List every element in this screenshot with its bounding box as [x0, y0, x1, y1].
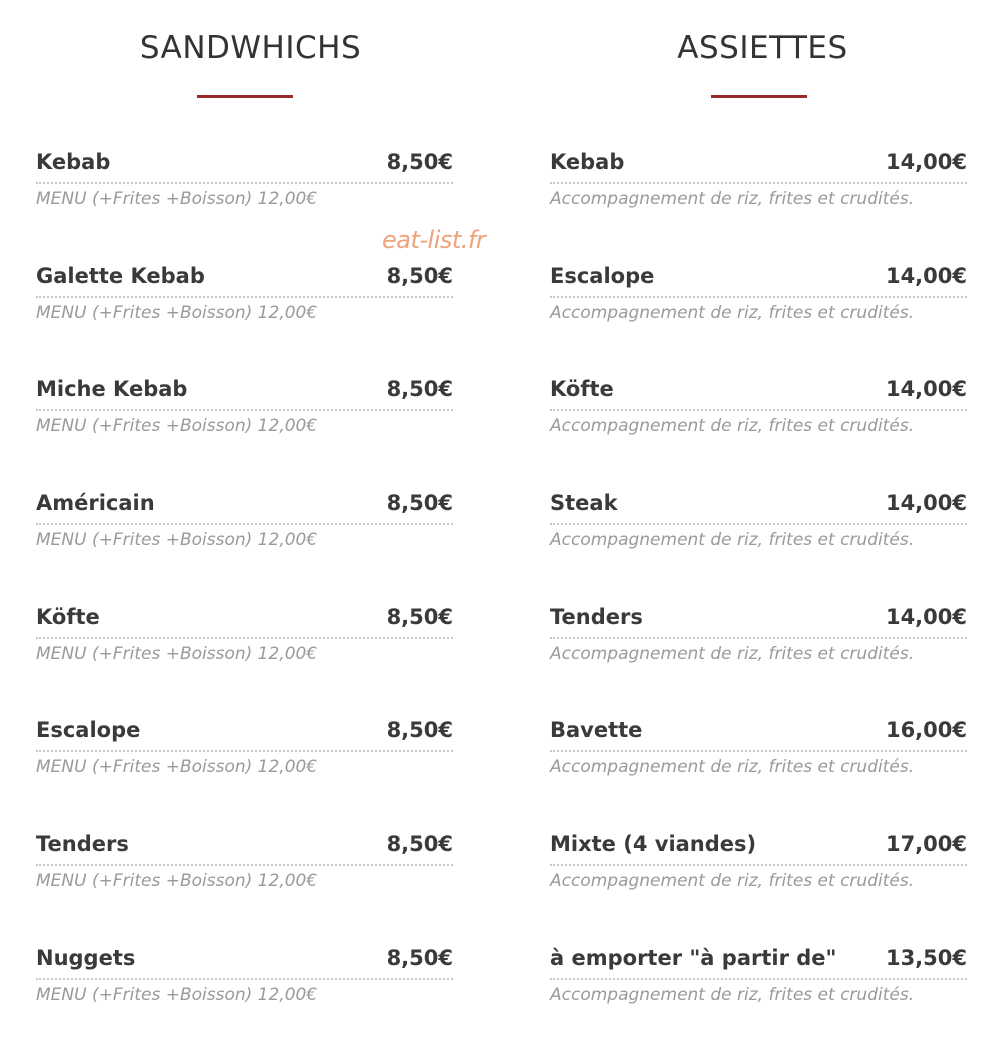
menu-item-price: 13,50€ — [885, 945, 967, 970]
menu-item-header — [550, 605, 967, 639]
menu-item-description: Accompagnement de riz, frites et crudités. — [550, 757, 915, 778]
assiettes-title: ASSIETTES — [677, 30, 848, 66]
menu-item-header — [550, 264, 967, 298]
sandwichs-title: SANDWHICHS — [139, 30, 362, 66]
menu-item-name: Mixte (4 viandes) — [550, 832, 757, 857]
menu-item-name: Tenders — [36, 832, 129, 857]
menu-item-header — [36, 150, 453, 184]
menu-item-name: à emporter "à partir de" — [550, 945, 837, 970]
menu-item — [550, 718, 967, 832]
menu-item-header — [550, 718, 967, 752]
menu-item-description: MENU (+Frites +Boisson) 12,00€ — [36, 416, 318, 437]
menu-item — [36, 264, 453, 378]
menu-item — [36, 377, 453, 491]
menu-item-header — [36, 718, 453, 752]
menu-item-description: Accompagnement de riz, frites et crudités. — [550, 189, 915, 209]
menu-item-description: Accompagnement de riz, frites et crudités. — [550, 984, 915, 1005]
menu-item-name: Bavette — [550, 718, 643, 743]
menu-item-price: 8,50€ — [386, 945, 453, 970]
menu-item-price: 8,50€ — [386, 491, 453, 516]
menu-item-description: Accompagnement de riz, frites et crudités. — [550, 530, 915, 551]
menu-item-description: MENU (+Frites +Boisson) 12,00€ — [36, 643, 318, 664]
menu-item-description: MENU (+Frites +Boisson) 12,00€ — [36, 871, 318, 892]
menu-item-price: 14,00€ — [885, 604, 967, 629]
menu-item-header — [36, 832, 453, 866]
menu-item-header — [36, 491, 453, 525]
menu-item-header — [550, 150, 967, 184]
menu-item-header — [550, 832, 967, 866]
menu-item-description: MENU (+Frites +Boisson) 12,00€ — [36, 530, 318, 551]
menu-item-description: MENU (+Frites +Boisson) 12,00€ — [36, 189, 318, 209]
assiettes-title-rule — [711, 95, 807, 98]
menu-item-description: MENU (+Frites +Boisson) 12,00€ — [36, 302, 318, 323]
menu-item-name: Kebab — [36, 150, 111, 174]
menu-item — [36, 605, 453, 719]
sandwichs-list — [36, 150, 453, 1060]
menu-item — [550, 150, 967, 264]
menu-item-description: Accompagnement de riz, frites et crudités. — [550, 416, 915, 437]
menu-item-name: Steak — [550, 491, 618, 516]
menu-item-price: 16,00€ — [885, 718, 967, 743]
menu-item-price: 8,50€ — [386, 377, 453, 402]
watermark-text: eat-list.fr — [382, 226, 486, 254]
menu-item-price: 14,00€ — [885, 150, 967, 174]
menu-item — [36, 832, 453, 946]
menu-item-name: Nuggets — [36, 945, 136, 970]
menu-item-header — [36, 377, 453, 411]
menu-item-name: Escalope — [36, 718, 141, 743]
menu-item-header — [36, 264, 453, 298]
menu-item — [550, 377, 967, 491]
menu-item-description: MENU (+Frites +Boisson) 12,00€ — [36, 757, 318, 778]
menu-item-description: Accompagnement de riz, frites et crudités. — [550, 302, 915, 323]
menu-item-name: Tenders — [550, 604, 643, 629]
menu-item-price: 8,50€ — [386, 832, 453, 857]
assiettes-list — [550, 150, 967, 1060]
menu-item — [550, 605, 967, 719]
menu-item — [36, 718, 453, 832]
sandwichs-title-rule — [197, 95, 293, 98]
menu-item — [550, 832, 967, 946]
menu-item-name: Américain — [36, 491, 155, 516]
menu-item — [550, 946, 967, 1060]
menu-item-price: 8,50€ — [386, 263, 453, 288]
menu-item-name: Escalope — [550, 263, 655, 288]
menu-item-header — [36, 946, 453, 980]
menu-item-price: 8,50€ — [386, 150, 453, 174]
menu-item-header — [550, 491, 967, 525]
menu-item-header — [550, 377, 967, 411]
menu-item-price: 17,00€ — [885, 832, 967, 857]
menu-item-description: Accompagnement de riz, frites et crudités. — [550, 643, 915, 664]
menu-item-name: Miche Kebab — [36, 377, 188, 402]
menu-item-price: 14,00€ — [885, 263, 967, 288]
menu-item-header — [36, 605, 453, 639]
menu-item-description: MENU (+Frites +Boisson) 12,00€ — [36, 984, 318, 1005]
menu-item — [36, 491, 453, 605]
menu-item-description: Accompagnement de riz, frites et crudités. — [550, 871, 915, 892]
menu-item-header — [550, 946, 967, 980]
menu-item-price: 14,00€ — [885, 491, 967, 516]
menu-item-name: Köfte — [550, 377, 614, 402]
menu-item-name: Kebab — [550, 150, 625, 174]
menu-item — [36, 946, 453, 1060]
menu-item-price: 8,50€ — [386, 604, 453, 629]
menu-item — [550, 491, 967, 605]
menu-item-price: 14,00€ — [885, 377, 967, 402]
menu-item-name: Galette Kebab — [36, 263, 205, 288]
menu-item-name: Köfte — [36, 604, 100, 629]
menu-item — [550, 264, 967, 378]
menu-item-price: 8,50€ — [386, 718, 453, 743]
